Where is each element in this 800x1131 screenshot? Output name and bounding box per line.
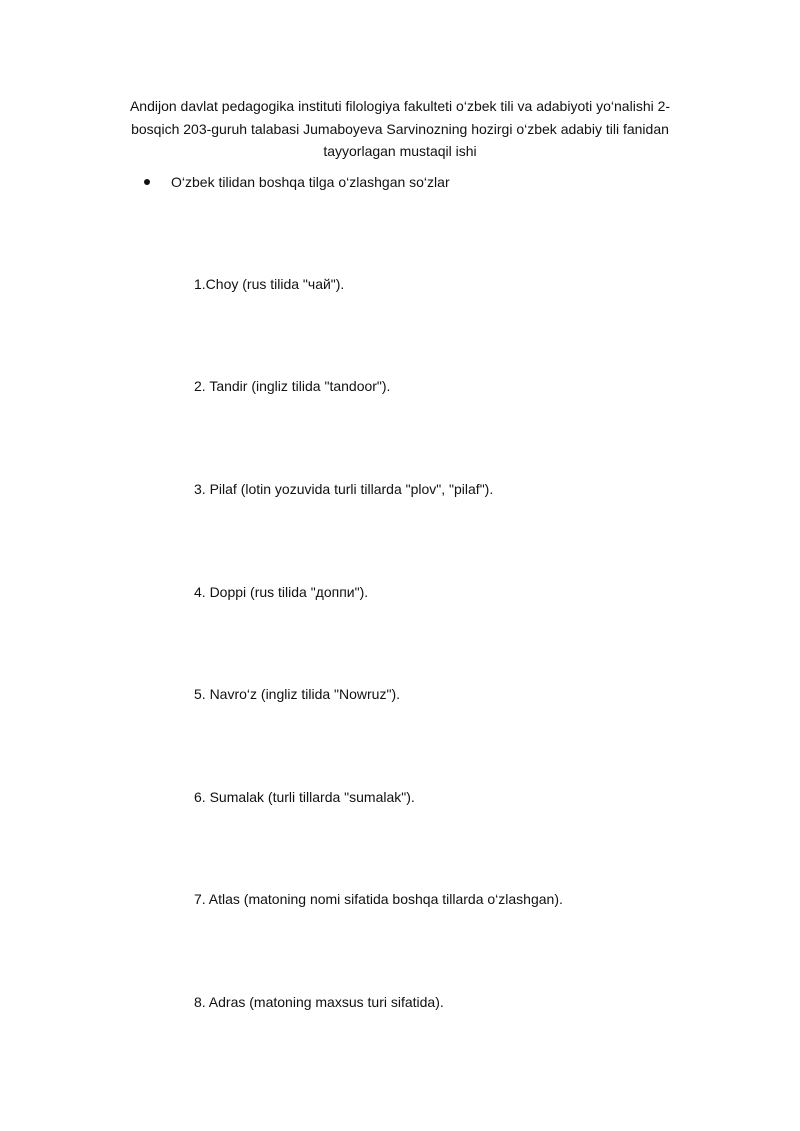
word-item-8: 8. Adras (matoning maxsus turi sifatida). bbox=[194, 994, 444, 1010]
bullet-icon bbox=[144, 179, 150, 185]
word-item-4: 4. Doppi (rus tilida "доппи"). bbox=[194, 584, 369, 600]
word-item-5: 5. Navro‘z (ingliz tilida "Nowruz"). bbox=[194, 686, 400, 702]
bullet-text: O‘zbek tilidan boshqa tilga o‘zlashgan so‘zlar bbox=[171, 174, 450, 190]
bullet-list-item bbox=[144, 172, 450, 192]
word-item-6: 6. Sumalak (turli tillarda "sumalak"). bbox=[194, 789, 415, 805]
document-heading: Andijon davlat pedagogika instituti filologiya fakulteti o‘zbek tili va adabiyoti yo‘nalishi 2-bosqich 203-guruh talabasi Jumaboyeva Sarvinozning hozirgi o‘zbek adabiy tili fanidan tayyorlagan mustaqil ishi bbox=[129, 98, 671, 159]
word-item-3: 3. Pilaf (lotin yozuvida turli tillarda "plov", "pilaf"). bbox=[194, 481, 494, 497]
word-item-1: 1.Choy (rus tilida "чай"). bbox=[194, 276, 345, 292]
word-item-7: 7. Atlas (matoning nomi sifatida boshqa tillarda o‘zlashgan). bbox=[194, 891, 563, 907]
word-item-2: 2. Tandir (ingliz tilida "tandoor"). bbox=[194, 378, 391, 394]
